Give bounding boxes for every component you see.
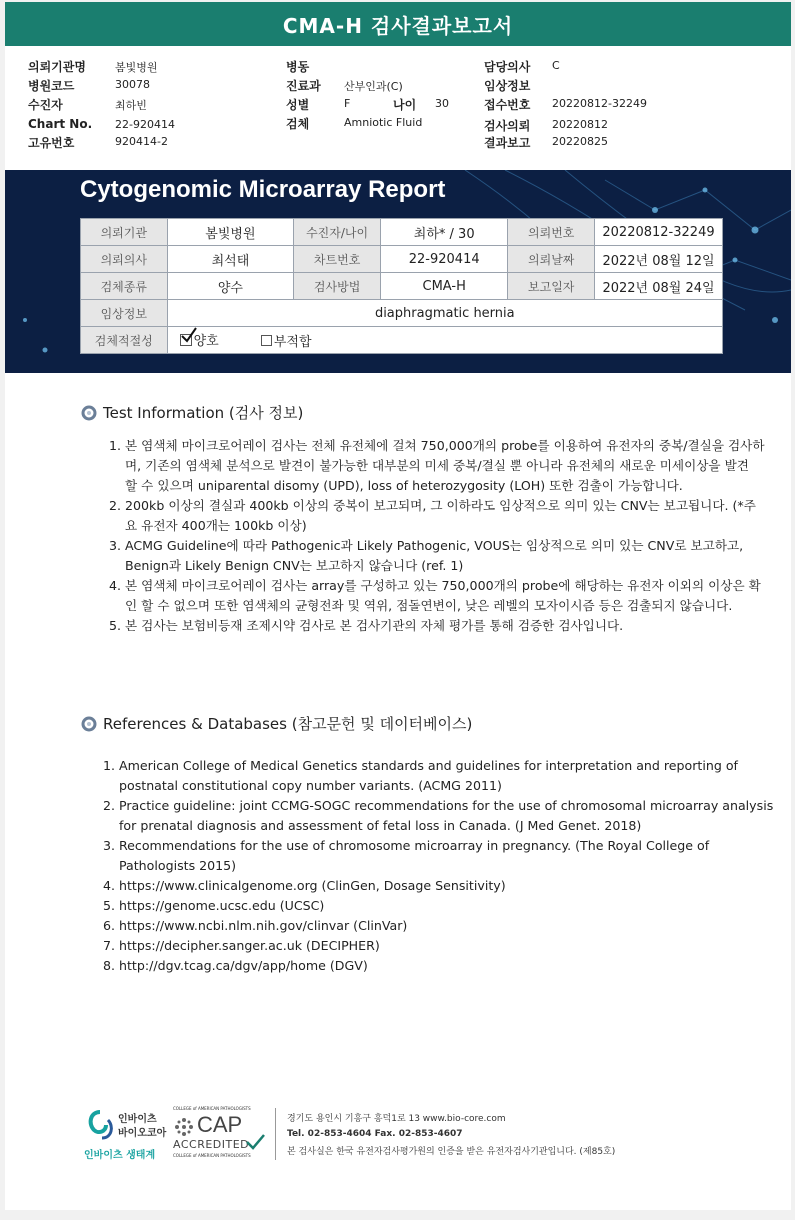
cap-check-icon	[245, 1134, 265, 1150]
report-banner	[5, 170, 791, 373]
patient-label: 수진자	[28, 98, 63, 112]
cap-cross-icon	[173, 1116, 195, 1138]
info-cell-value: 20220812-32249	[595, 219, 723, 246]
test-info-title: Test Information (검사 정보)	[103, 404, 304, 422]
footer-phone: Tel. 02-853-4604 Fax. 02-853-4607	[287, 1129, 463, 1139]
report-date-label: 결과보고	[484, 136, 531, 150]
section-ring-icon	[81, 716, 97, 732]
reference-item: 1. American College of Medical Genetics standards and guidelines for interpretation and reporting of postnatal constitutional copy number variants. (ACMG 2011)	[119, 756, 779, 796]
cap-bottom-text: COLLEGE of AMERICAN PATHOLOGISTS	[173, 1153, 251, 1158]
chart-value: 22-920414	[115, 118, 175, 131]
dept-value: 산부인과(C)	[344, 80, 403, 93]
info-cell-label: 검사방법	[294, 273, 381, 300]
receipt-value: 20220812-32249	[552, 97, 647, 110]
info-cell-label: 의뢰번호	[508, 219, 595, 246]
references-title: References & Databases (참고문헌 및 데이터베이스)	[103, 715, 473, 733]
code-label: 병원코드	[28, 79, 75, 93]
references-heading	[81, 713, 472, 734]
clinical-info-value: diaphragmatic hernia	[167, 300, 722, 327]
clinical-label: 임상정보	[484, 79, 531, 93]
sex-value: F	[344, 97, 351, 110]
receipt-label: 접수번호	[484, 98, 531, 112]
request-label: 검사의뢰	[484, 119, 531, 133]
info-cell-label: 의뢰기관	[81, 219, 168, 246]
specimen-label: 검체	[286, 117, 310, 131]
info-cell-label: 보고일자	[508, 273, 595, 300]
reference-item[interactable]: 8. http://dgv.tcag.ca/dgv/app/home (DGV)	[119, 956, 779, 976]
section-ring-icon	[81, 405, 97, 421]
suitable-checkbox[interactable]	[180, 330, 219, 349]
chart-label: Chart No.	[28, 117, 93, 131]
footer	[75, 1102, 675, 1172]
info-cell-value: 2022년 08월 12일	[595, 246, 723, 273]
company-swirl-icon	[84, 1108, 116, 1142]
suitability-label: 검체적절성	[81, 327, 168, 354]
test-info-item: 5. 본 검사는 보험비등재 조제시약 검사로 본 검사기관의 자체 평가를 통해 검증한 검사입니다.	[125, 616, 765, 636]
info-row	[81, 246, 723, 273]
info-cell-value: 최석태	[167, 246, 294, 273]
report-info-table	[80, 218, 723, 354]
logo-line2: 바이오코아	[118, 1128, 167, 1139]
checkmark-icon	[180, 327, 198, 343]
test-info-item: 2. 200kb 이상의 결실과 400kb 이상의 중복이 보고되며, 그 이하라도 임상적으로 의미 있는 CNV는 보고됩니다. (*주요 유전자 400개는 100kb 이상)	[125, 496, 765, 536]
logo-line1: 인바이츠	[118, 1114, 157, 1125]
test-info-item: 4. 본 염색체 마이크로어레이 검사는 array를 구성하고 있는 750,000개의 probe에 해당하는 유전자 이외의 이상은 확인 할 수 없으며 또한 염색체의 균형전좌 및 역위, 점돌연변이, 낮은 레벨의 모자이시즘 등은 검출되지 않습니다.	[125, 576, 765, 616]
reference-item: 2. Practice guideline: joint CCMG-SOGC recommendations for the use of chromosomal microarray analysis for prenatal diagnosis and assessment of fetal loss in Canada. (J Med Genet. 2018)	[119, 796, 779, 836]
unique-value: 920414-2	[115, 135, 168, 148]
info-cell-value: 최하* / 30	[380, 219, 508, 246]
footer-contact	[287, 1112, 615, 1160]
inst-label: 의뢰기관명	[28, 60, 86, 74]
report-date-value: 20220825	[552, 135, 608, 148]
test-info-heading	[81, 402, 303, 423]
checked-box-icon	[180, 334, 192, 346]
unsuitable-checkbox[interactable]	[261, 331, 312, 350]
footer-address: 경기도 용인시 기흥구 흥덕1로 13 www.bio-core.com	[287, 1114, 506, 1124]
cap-logo	[173, 1106, 273, 1166]
info-cell-label: 의뢰의사	[81, 246, 168, 273]
references-list	[99, 756, 779, 976]
patient-header	[5, 46, 791, 154]
unique-label: 고유번호	[28, 136, 75, 150]
clinical-info-label: 임상정보	[81, 300, 168, 327]
test-info-list	[103, 436, 765, 636]
info-cell-label: 차트번호	[294, 246, 381, 273]
cap-big-text: CAP	[197, 1112, 243, 1137]
cap-accredited-text: ACCREDITED	[173, 1138, 250, 1151]
reference-item[interactable]: 7. https://decipher.sanger.ac.uk (DECIPHER)	[119, 936, 779, 956]
test-info-item: 3. ACMG Guideline에 따라 Pathogenic과 Likely Pathogenic, VOUS는 임상적으로 의미 있는 CNV로 보고하고, Benign과 Likely Benign CNV는 보고하지 않습니다 (ref. 1)	[125, 536, 765, 576]
info-row	[81, 273, 723, 300]
company-logo	[80, 1108, 167, 1168]
specimen-value: Amniotic Fluid	[344, 116, 423, 129]
suitability-options	[167, 327, 722, 354]
info-cell-label: 검체종류	[81, 273, 168, 300]
reference-item[interactable]: 6. https://www.ncbi.nlm.nih.gov/clinvar (ClinVar)	[119, 916, 779, 936]
logo-line3: 인바이츠 생태계	[84, 1150, 156, 1161]
info-cell-value: 봄빛병원	[167, 219, 294, 246]
code-value: 30078	[115, 78, 150, 91]
footer-divider	[275, 1108, 276, 1160]
footer-cert: 본 검사실은 한국 유전자검사평가원의 인증을 받은 유전자검사기관입니다. (제85호)	[287, 1147, 616, 1157]
info-cell-value: 2022년 08월 24일	[595, 273, 723, 300]
report-title: Cytogenomic Microarray Report	[80, 176, 446, 203]
unchecked-box-icon	[261, 335, 272, 346]
suitable-label: 양호	[193, 334, 219, 350]
dept-label: 진료과	[286, 79, 321, 93]
request-value: 20220812	[552, 118, 608, 131]
info-cell-value: CMA-H	[380, 273, 508, 300]
info-cell-value: 22-920414	[380, 246, 508, 273]
sex-label: 성별	[286, 98, 310, 112]
doctor-value: C	[552, 59, 560, 72]
info-row	[81, 219, 723, 246]
unsuitable-label: 부적합	[273, 334, 312, 350]
age-value: 30	[435, 97, 449, 110]
ward-label: 병동	[286, 60, 310, 74]
reference-item: 3. Recommendations for the use of chromosome microarray in pregnancy. (The Royal College of Pathologists 2015)	[119, 836, 779, 876]
document-title: CMA-H 검사결과보고서	[5, 2, 791, 46]
reference-item[interactable]: 4. https://www.clinicalgenome.org (ClinGen, Dosage Sensitivity)	[119, 876, 779, 896]
inst-value: 봄빛병원	[115, 61, 158, 74]
reference-item[interactable]: 5. https://genome.ucsc.edu (UCSC)	[119, 896, 779, 916]
info-cell-label: 의뢰날짜	[508, 246, 595, 273]
info-cell-value: 양수	[167, 273, 294, 300]
doctor-label: 담당의사	[484, 60, 531, 74]
report-page	[5, 2, 791, 1210]
cap-top-text: COLLEGE of AMERICAN PATHOLOGISTS	[173, 1106, 251, 1111]
test-info-item: 1. 본 염색체 마이크로어레이 검사는 전체 유전체에 걸쳐 750,000개의 probe를 이용하여 유전자의 중복/결실을 검사하며, 기존의 염색체 분석으로 발견이 불가능한 대부분의 미세 중복/결실 뿐 아니라 유전체의 새로운 미세이상을 발견 할 수 있으며 uniparental disomy (UPD), loss of heterozygosity (LOH) 또한 검출이 가능합니다.	[125, 436, 765, 496]
age-label: 나이	[393, 98, 417, 112]
info-cell-label: 수진자/나이	[294, 219, 381, 246]
patient-value: 최하빈	[115, 99, 147, 112]
